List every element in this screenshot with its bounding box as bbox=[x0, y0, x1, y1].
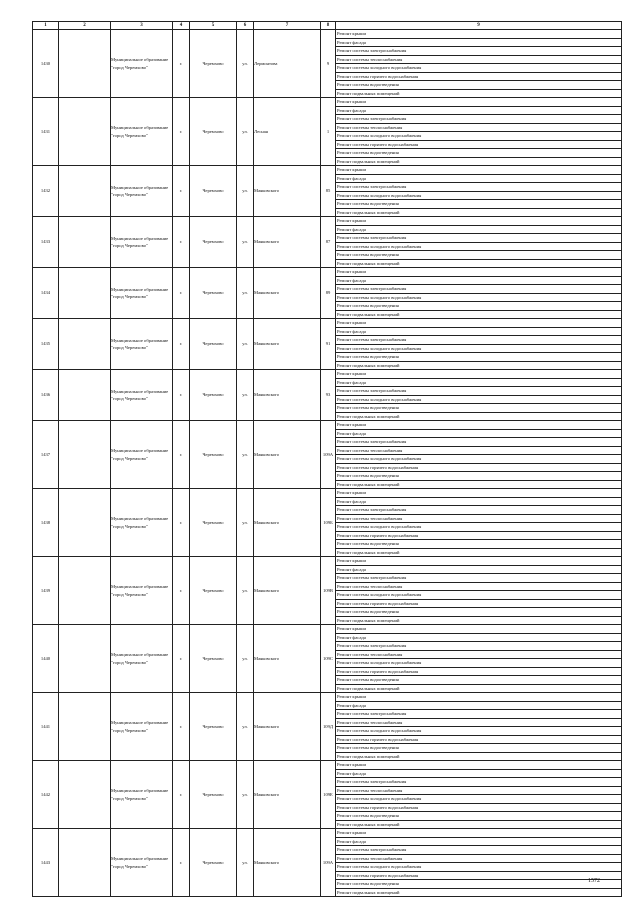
work-item: Ремонт подвальных помещений bbox=[337, 481, 400, 487]
house-number-cell: 109Б bbox=[321, 489, 336, 557]
row-number-cell: 1431 bbox=[33, 98, 59, 166]
street-type-cell: ул. bbox=[237, 268, 254, 319]
municipality-cell: Муниципальное образование "город Черемхово" bbox=[111, 693, 173, 761]
settlement-type-cell: г. bbox=[173, 421, 190, 489]
work-item: Ремонт фасада bbox=[336, 566, 621, 575]
work-item: Ремонт системы горячего водоснабжения bbox=[336, 141, 621, 150]
work-item: Ремонт крыши bbox=[336, 319, 621, 328]
column-header: 4 bbox=[173, 22, 190, 30]
work-item: Ремонт подвальных помещений bbox=[337, 260, 400, 266]
row-number-cell: 1435 bbox=[33, 319, 59, 370]
work-item: Ремонт системы горячего водоснабжения bbox=[336, 872, 621, 881]
work-item: Ремонт системы водоотведения bbox=[336, 149, 621, 158]
empty-cell bbox=[59, 557, 111, 625]
row-number-cell: 1439 bbox=[33, 557, 59, 625]
work-item: Ремонт фасада bbox=[336, 770, 621, 779]
work-item: Ремонт системы холодного водоснабжения bbox=[336, 294, 621, 303]
work-item: Ремонт системы водоотведения bbox=[336, 302, 621, 311]
city-cell: Черемхово bbox=[190, 693, 237, 761]
house-number-cell: 87 bbox=[321, 217, 336, 268]
street-type-cell: ул. bbox=[237, 557, 254, 625]
street-type-cell: ул. bbox=[237, 319, 254, 370]
street-type-cell: ул. bbox=[237, 370, 254, 421]
municipality-cell: Муниципальное образование "город Черемхово" bbox=[111, 489, 173, 557]
work-item: Ремонт системы горячего водоснабжения bbox=[336, 532, 621, 541]
city-cell: Черемхово bbox=[190, 829, 237, 897]
municipality-cell: Муниципальное образование "город Черемхово" bbox=[111, 625, 173, 693]
work-item: Ремонт подвальных помещений bbox=[337, 209, 400, 215]
work-item: Ремонт крыши bbox=[336, 489, 621, 498]
work-item: Ремонт системы холодного водоснабжения bbox=[336, 64, 621, 73]
street-cell: Маяковского bbox=[254, 693, 321, 761]
work-item: Ремонт системы водоотведения bbox=[336, 812, 621, 821]
column-header: 3 bbox=[111, 22, 173, 30]
empty-cell bbox=[59, 98, 111, 166]
works-cell bbox=[336, 268, 622, 319]
work-item: Ремонт системы холодного водоснабжения bbox=[336, 591, 621, 600]
settlement-type-cell: г. bbox=[173, 370, 190, 421]
house-number-cell: 109В bbox=[321, 557, 336, 625]
street-cell: Маяковского bbox=[254, 370, 321, 421]
house-number-cell: 109А bbox=[321, 421, 336, 489]
house-number-cell: 9 bbox=[321, 30, 336, 98]
city-cell: Черемхово bbox=[190, 761, 237, 829]
works-cell bbox=[336, 625, 622, 693]
street-cell: Маяковского bbox=[254, 625, 321, 693]
street-type-cell: ул. bbox=[237, 217, 254, 268]
settlement-type-cell: г. bbox=[173, 98, 190, 166]
city-cell: Черемхово bbox=[190, 370, 237, 421]
street-type-cell: ул. bbox=[237, 489, 254, 557]
works-cell bbox=[336, 829, 622, 897]
house-number-cell: 109Е bbox=[321, 761, 336, 829]
work-item: Ремонт фасада bbox=[336, 634, 621, 643]
city-cell: Черемхово bbox=[190, 30, 237, 98]
work-item: Ремонт системы холодного водоснабжения bbox=[336, 659, 621, 668]
empty-cell bbox=[59, 370, 111, 421]
work-item: Ремонт системы горячего водоснабжения bbox=[336, 804, 621, 813]
work-item: Ремонт подвальных помещений bbox=[337, 617, 400, 623]
work-item: Ремонт системы теплоснабжения bbox=[336, 515, 621, 524]
work-item: Ремонт системы холодного водоснабжения bbox=[336, 455, 621, 464]
row-number-cell: 1441 bbox=[33, 693, 59, 761]
work-item: Ремонт крыши bbox=[336, 98, 621, 107]
house-number-cell: 1 bbox=[321, 98, 336, 166]
house-number-cell: 109С bbox=[321, 625, 336, 693]
empty-cell bbox=[59, 693, 111, 761]
municipality-cell: Муниципальное образование "город Черемхово" bbox=[111, 98, 173, 166]
row-number-cell: 1438 bbox=[33, 489, 59, 557]
work-item: Ремонт системы теплоснабжения bbox=[336, 855, 621, 864]
table-row bbox=[33, 489, 622, 557]
works-cell bbox=[336, 761, 622, 829]
house-number-cell: 109Д bbox=[321, 693, 336, 761]
work-item: Ремонт крыши bbox=[336, 557, 621, 566]
work-item: Ремонт подвальных помещений bbox=[337, 311, 400, 317]
work-item: Ремонт системы холодного водоснабжения bbox=[336, 863, 621, 872]
municipality-cell: Муниципальное образование "город Черемхово" bbox=[111, 557, 173, 625]
work-item: Ремонт фасада bbox=[336, 328, 621, 337]
municipality-cell: Муниципальное образование "город Черемхово" bbox=[111, 829, 173, 897]
table-row bbox=[33, 319, 622, 370]
row-number-cell: 1432 bbox=[33, 166, 59, 217]
work-item: Ремонт системы водоотведения bbox=[336, 353, 621, 362]
table-row bbox=[33, 421, 622, 489]
work-item: Ремонт системы теплоснабжения bbox=[336, 583, 621, 592]
work-item: Ремонт крыши bbox=[336, 268, 621, 277]
city-cell: Черемхово bbox=[190, 421, 237, 489]
work-item: Ремонт подвальных помещений bbox=[337, 685, 400, 691]
work-item: Ремонт фасада bbox=[336, 379, 621, 388]
work-item: Ремонт системы холодного водоснабжения bbox=[336, 727, 621, 736]
settlement-type-cell: г. bbox=[173, 30, 190, 98]
work-item: Ремонт системы электроснабжения bbox=[336, 642, 621, 651]
work-item: Ремонт системы водоотведения bbox=[336, 81, 621, 90]
column-header: 7 bbox=[254, 22, 321, 30]
column-header: 9 bbox=[336, 22, 622, 30]
empty-cell bbox=[59, 268, 111, 319]
work-item: Ремонт системы теплоснабжения bbox=[336, 787, 621, 796]
work-item: Ремонт крыши bbox=[336, 829, 621, 838]
work-item: Ремонт системы электроснабжения bbox=[336, 778, 621, 787]
settlement-type-cell: г. bbox=[173, 268, 190, 319]
work-item: Ремонт системы водоотведения bbox=[336, 880, 621, 889]
work-item: Ремонт подвальных помещений bbox=[337, 90, 400, 96]
settlement-type-cell: г. bbox=[173, 166, 190, 217]
table-row bbox=[33, 30, 622, 98]
work-item: Ремонт системы холодного водоснабжения bbox=[336, 132, 621, 141]
city-cell: Черемхово bbox=[190, 98, 237, 166]
row-number-cell: 1443 bbox=[33, 829, 59, 897]
empty-cell bbox=[59, 319, 111, 370]
municipality-cell: Муниципальное образование "город Черемхово" bbox=[111, 166, 173, 217]
work-item: Ремонт системы водоотведения bbox=[336, 472, 621, 481]
city-cell: Черемхово bbox=[190, 319, 237, 370]
work-item: Ремонт системы водоотведения bbox=[336, 540, 621, 549]
works-cell bbox=[336, 98, 622, 166]
municipality-cell: Муниципальное образование "город Черемхово" bbox=[111, 319, 173, 370]
table-row bbox=[33, 217, 622, 268]
empty-cell bbox=[59, 217, 111, 268]
work-item: Ремонт крыши bbox=[336, 166, 621, 175]
municipality-cell: Муниципальное образование "город Черемхово" bbox=[111, 370, 173, 421]
street-type-cell: ул. bbox=[237, 625, 254, 693]
house-number-cell: 91 bbox=[321, 319, 336, 370]
work-item: Ремонт системы горячего водоснабжения bbox=[336, 736, 621, 745]
table-row bbox=[33, 98, 622, 166]
work-item: Ремонт системы электроснабжения bbox=[336, 387, 621, 396]
work-item: Ремонт системы электроснабжения bbox=[336, 846, 621, 855]
house-number-cell: 109А bbox=[321, 829, 336, 897]
city-cell: Черемхово bbox=[190, 557, 237, 625]
municipality-cell: Муниципальное образование "город Черемхово" bbox=[111, 761, 173, 829]
work-item: Ремонт крыши bbox=[336, 693, 621, 702]
street-cell: Лермонтова bbox=[254, 30, 321, 98]
street-cell: Маяковского bbox=[254, 421, 321, 489]
work-item: Ремонт системы электроснабжения bbox=[336, 506, 621, 515]
row-number-cell: 1430 bbox=[33, 30, 59, 98]
street-cell: Маяковского bbox=[254, 761, 321, 829]
work-item: Ремонт системы холодного водоснабжения bbox=[336, 243, 621, 252]
work-item: Ремонт системы электроснабжения bbox=[336, 336, 621, 345]
work-item: Ремонт системы теплоснабжения bbox=[336, 447, 621, 456]
street-cell: Маяковского bbox=[254, 319, 321, 370]
work-item: Ремонт фасада bbox=[336, 39, 621, 48]
empty-cell bbox=[59, 166, 111, 217]
table-row bbox=[33, 693, 622, 761]
street-type-cell: ул. bbox=[237, 829, 254, 897]
empty-cell bbox=[59, 761, 111, 829]
row-number-cell: 1433 bbox=[33, 217, 59, 268]
work-item: Ремонт подвальных помещений bbox=[337, 821, 400, 827]
work-item: Ремонт фасада bbox=[336, 277, 621, 286]
work-item: Ремонт системы электроснабжения bbox=[336, 183, 621, 192]
street-cell: Маяковского bbox=[254, 489, 321, 557]
works-cell bbox=[336, 489, 622, 557]
works-cell bbox=[336, 693, 622, 761]
street-type-cell: ул. bbox=[237, 421, 254, 489]
street-cell: Маяковского bbox=[254, 166, 321, 217]
works-cell bbox=[336, 421, 622, 489]
work-item: Ремонт системы холодного водоснабжения bbox=[336, 396, 621, 405]
work-item: Ремонт системы водоотведения bbox=[336, 744, 621, 753]
works-cell bbox=[336, 370, 622, 421]
work-item: Ремонт крыши bbox=[336, 625, 621, 634]
work-item: Ремонт фасада bbox=[336, 498, 621, 507]
empty-cell bbox=[59, 625, 111, 693]
municipality-cell: Муниципальное образование "город Черемхово" bbox=[111, 30, 173, 98]
work-item: Ремонт системы водоотведения bbox=[336, 608, 621, 617]
work-item: Ремонт фасада bbox=[336, 175, 621, 184]
table-body bbox=[33, 30, 622, 897]
work-item: Ремонт крыши bbox=[336, 30, 621, 39]
row-number-cell: 1437 bbox=[33, 421, 59, 489]
settlement-type-cell: г. bbox=[173, 829, 190, 897]
work-item: Ремонт фасада bbox=[336, 838, 621, 847]
street-type-cell: ул. bbox=[237, 761, 254, 829]
table-row bbox=[33, 268, 622, 319]
work-item: Ремонт системы электроснабжения bbox=[336, 710, 621, 719]
house-number-cell: 93 bbox=[321, 370, 336, 421]
work-item: Ремонт системы теплоснабжения bbox=[336, 56, 621, 65]
work-item: Ремонт подвальных помещений bbox=[337, 889, 400, 895]
settlement-type-cell: г. bbox=[173, 693, 190, 761]
municipality-cell: Муниципальное образование "город Черемхово" bbox=[111, 421, 173, 489]
work-item: Ремонт крыши bbox=[336, 370, 621, 379]
works-cell bbox=[336, 217, 622, 268]
empty-cell bbox=[59, 489, 111, 557]
page-number: 1572 bbox=[588, 878, 600, 884]
column-header: 6 bbox=[237, 22, 254, 30]
settlement-type-cell: г. bbox=[173, 557, 190, 625]
row-number-cell: 1434 bbox=[33, 268, 59, 319]
row-number-cell: 1436 bbox=[33, 370, 59, 421]
settlement-type-cell: г. bbox=[173, 625, 190, 693]
work-item: Ремонт системы горячего водоснабжения bbox=[336, 600, 621, 609]
city-cell: Черемхово bbox=[190, 217, 237, 268]
work-item: Ремонт фасада bbox=[336, 702, 621, 711]
street-cell: Маяковского bbox=[254, 268, 321, 319]
work-item: Ремонт системы теплоснабжения bbox=[336, 719, 621, 728]
empty-cell bbox=[59, 30, 111, 98]
city-cell: Черемхово bbox=[190, 625, 237, 693]
register-table bbox=[32, 21, 622, 897]
work-item: Ремонт подвальных помещений bbox=[337, 158, 400, 164]
city-cell: Черемхово bbox=[190, 268, 237, 319]
work-item: Ремонт подвальных помещений bbox=[337, 413, 400, 419]
settlement-type-cell: г. bbox=[173, 217, 190, 268]
municipality-cell: Муниципальное образование "город Черемхово" bbox=[111, 217, 173, 268]
work-item: Ремонт системы горячего водоснабжения bbox=[336, 668, 621, 677]
column-header: 5 bbox=[190, 22, 237, 30]
table-row bbox=[33, 166, 622, 217]
work-item: Ремонт системы водоотведения bbox=[336, 200, 621, 209]
header-row bbox=[33, 22, 622, 30]
empty-cell bbox=[59, 829, 111, 897]
street-type-cell: ул. bbox=[237, 166, 254, 217]
work-item: Ремонт крыши bbox=[336, 217, 621, 226]
work-item: Ремонт системы холодного водоснабжения bbox=[336, 345, 621, 354]
house-number-cell: 85 bbox=[321, 166, 336, 217]
table-row bbox=[33, 625, 622, 693]
house-number-cell: 89 bbox=[321, 268, 336, 319]
work-item: Ремонт системы теплоснабжения bbox=[336, 124, 621, 133]
work-item: Ремонт системы теплоснабжения bbox=[336, 651, 621, 660]
work-item: Ремонт фасада bbox=[336, 107, 621, 116]
street-type-cell: ул. bbox=[237, 30, 254, 98]
table-row bbox=[33, 761, 622, 829]
work-item: Ремонт системы электроснабжения bbox=[336, 234, 621, 243]
works-cell bbox=[336, 557, 622, 625]
city-cell: Черемхово bbox=[190, 489, 237, 557]
street-cell: Лесная bbox=[254, 98, 321, 166]
settlement-type-cell: г. bbox=[173, 319, 190, 370]
work-item: Ремонт системы электроснабжения bbox=[336, 115, 621, 124]
street-cell: Маяковского bbox=[254, 829, 321, 897]
settlement-type-cell: г. bbox=[173, 761, 190, 829]
work-item: Ремонт системы холодного водоснабжения bbox=[336, 523, 621, 532]
work-item: Ремонт системы водоотведения bbox=[336, 676, 621, 685]
street-type-cell: ул. bbox=[237, 98, 254, 166]
table-row bbox=[33, 370, 622, 421]
work-item: Ремонт системы водоотведения bbox=[336, 404, 621, 413]
table-row bbox=[33, 829, 622, 897]
works-cell bbox=[336, 319, 622, 370]
street-type-cell: ул. bbox=[237, 693, 254, 761]
city-cell: Черемхово bbox=[190, 166, 237, 217]
works-cell bbox=[336, 30, 622, 98]
column-header: 1 bbox=[33, 22, 59, 30]
column-header: 2 bbox=[59, 22, 111, 30]
work-item: Ремонт системы водоотведения bbox=[336, 251, 621, 260]
work-item: Ремонт подвальных помещений bbox=[337, 753, 400, 759]
work-item: Ремонт фасада bbox=[336, 430, 621, 439]
work-item: Ремонт подвальных помещений bbox=[337, 362, 400, 368]
work-item: Ремонт подвальных помещений bbox=[337, 549, 400, 555]
street-cell: Маяковского bbox=[254, 557, 321, 625]
work-item: Ремонт системы электроснабжения bbox=[336, 438, 621, 447]
settlement-type-cell: г. bbox=[173, 489, 190, 557]
work-item: Ремонт системы электроснабжения bbox=[336, 285, 621, 294]
work-item: Ремонт фасада bbox=[336, 226, 621, 235]
municipality-cell: Муниципальное образование "город Черемхово" bbox=[111, 268, 173, 319]
work-item: Ремонт системы электроснабжения bbox=[336, 47, 621, 56]
work-item: Ремонт крыши bbox=[336, 421, 621, 430]
empty-cell bbox=[59, 421, 111, 489]
table-row bbox=[33, 557, 622, 625]
column-header: 8 bbox=[321, 22, 336, 30]
work-item: Ремонт системы электроснабжения bbox=[336, 574, 621, 583]
work-item: Ремонт системы горячего водоснабжения bbox=[336, 464, 621, 473]
works-cell bbox=[336, 166, 622, 217]
street-cell: Маяковского bbox=[254, 217, 321, 268]
work-item: Ремонт системы холодного водоснабжения bbox=[336, 795, 621, 804]
row-number-cell: 1440 bbox=[33, 625, 59, 693]
work-item: Ремонт системы горячего водоснабжения bbox=[336, 73, 621, 82]
row-number-cell: 1442 bbox=[33, 761, 59, 829]
work-item: Ремонт системы холодного водоснабжения bbox=[336, 192, 621, 201]
work-item: Ремонт крыши bbox=[336, 761, 621, 770]
